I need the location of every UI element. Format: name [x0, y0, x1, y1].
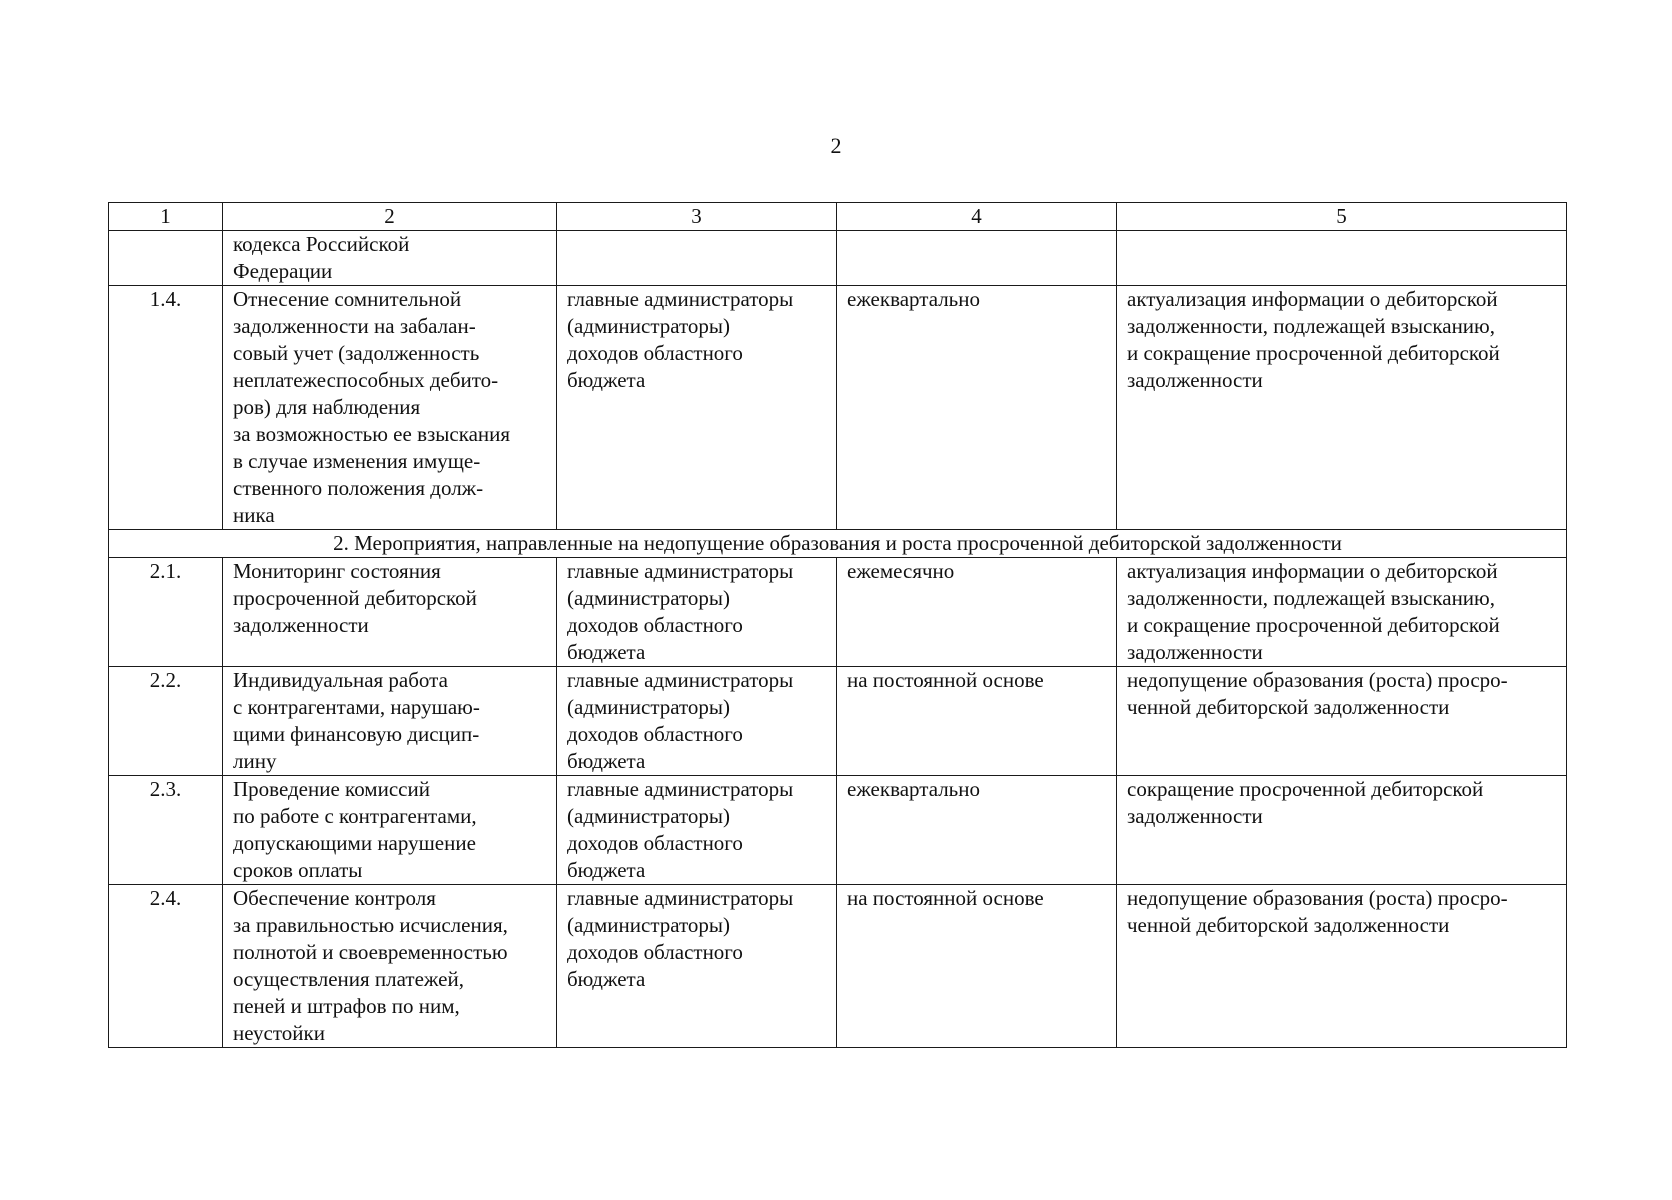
column-number: 1 [109, 203, 223, 231]
table-row [109, 231, 1567, 286]
measure-line: щими финансовую дисцип- [233, 722, 480, 746]
result-cell [1117, 286, 1567, 530]
result-cell [1117, 231, 1567, 286]
period-line: ежемесячно [847, 559, 955, 583]
table-row [109, 885, 1567, 1048]
responsible-line: главные администраторы [567, 668, 794, 692]
measure-line: по работе с контрагентами, [233, 804, 477, 828]
result-line: задолженности [1127, 804, 1263, 828]
responsible-cell [557, 231, 837, 286]
responsible-line: бюджета [567, 858, 646, 882]
result-line: задолженности, подлежащей взысканию, [1127, 586, 1495, 610]
period-cell [837, 286, 1117, 530]
result-line: и сокращение просроченной дебиторской [1127, 613, 1500, 637]
measure-line: ров) для наблюдения [233, 395, 421, 419]
responsible-line: (администраторы) [567, 586, 731, 610]
table-body [109, 203, 1567, 1048]
period-cell [837, 231, 1117, 286]
measure-line: Мониторинг состояния [233, 559, 441, 583]
measure-cell [223, 776, 557, 885]
page-number: 2 [830, 133, 842, 158]
measure-line: неплатежеспособных дебито- [233, 368, 499, 392]
measure-cell [223, 286, 557, 530]
responsible-line: главные администраторы [567, 559, 794, 583]
item-number: 2.3. [109, 776, 223, 885]
measure-cell [223, 667, 557, 776]
responsible-cell [557, 885, 837, 1048]
measure-line: ника [233, 503, 275, 527]
measure-line: осуществления платежей, [233, 967, 464, 991]
column-number: 3 [557, 203, 837, 231]
responsible-line: (администраторы) [567, 913, 731, 937]
responsible-line: главные администраторы [567, 287, 794, 311]
responsible-line: доходов областного [567, 613, 743, 637]
result-line: недопущение образования (роста) просро- [1127, 668, 1508, 692]
result-line: и сокращение просроченной дебиторской [1127, 341, 1500, 365]
period-cell [837, 667, 1117, 776]
result-line: ченной дебиторской задолженности [1127, 913, 1450, 937]
measure-line: ственного положения долж- [233, 476, 484, 500]
period-line: ежеквартально [847, 287, 980, 311]
item-number: 2.2. [109, 667, 223, 776]
responsible-line: (администраторы) [567, 314, 731, 338]
measure-line: Индивидуальная работа [233, 668, 448, 692]
item-number [109, 231, 223, 286]
measure-line: Обеспечение контроля [233, 886, 436, 910]
measure-line: полнотой и своевременностью [233, 940, 508, 964]
result-cell [1117, 667, 1567, 776]
item-number: 2.1. [109, 558, 223, 667]
result-line: сокращение просроченной дебиторской [1127, 777, 1484, 801]
period-line: на постоянной основе [847, 668, 1044, 692]
responsible-line: бюджета [567, 640, 646, 664]
column-number-row [109, 203, 1567, 231]
result-line: актуализация информации о дебиторской [1127, 559, 1498, 583]
result-line: задолженности [1127, 640, 1263, 664]
result-cell [1117, 558, 1567, 667]
table-row [109, 667, 1567, 776]
responsible-line: главные администраторы [567, 777, 794, 801]
measure-line: неустойки [233, 1021, 325, 1045]
measure-line: сроков оплаты [233, 858, 363, 882]
column-number: 4 [837, 203, 1117, 231]
table-row [109, 776, 1567, 885]
responsible-line: доходов областного [567, 722, 743, 746]
measure-line: за правильностью исчисления, [233, 913, 508, 937]
section-title: 2. Мероприятия, направленные на недопущение образования и роста просроченной дебиторской задолженности [109, 530, 1567, 558]
measure-line: с контрагентами, нарушаю- [233, 695, 480, 719]
measure-line: Федерации [233, 259, 333, 283]
measure-line: лину [233, 749, 277, 773]
measure-line: задолженности на забалан- [233, 314, 476, 338]
period-line: ежеквартально [847, 777, 980, 801]
item-number: 1.4. [109, 286, 223, 530]
responsible-line: бюджета [567, 967, 646, 991]
measure-line: за возможностью ее взыскания [233, 422, 511, 446]
responsible-line: доходов областного [567, 341, 743, 365]
responsible-line: бюджета [567, 749, 646, 773]
measure-cell [223, 558, 557, 667]
result-line: недопущение образования (роста) просро- [1127, 886, 1508, 910]
measure-line: задолженности [233, 613, 369, 637]
responsible-line: (администраторы) [567, 804, 731, 828]
responsible-cell [557, 286, 837, 530]
responsible-cell [557, 667, 837, 776]
measures-table [108, 202, 1567, 1048]
table-row [109, 558, 1567, 667]
result-line: актуализация информации о дебиторской [1127, 287, 1498, 311]
responsible-line: доходов областного [567, 940, 743, 964]
item-number: 2.4. [109, 885, 223, 1048]
column-number: 2 [223, 203, 557, 231]
responsible-line: бюджета [567, 368, 646, 392]
measure-line: Проведение комиссий [233, 777, 430, 801]
measure-cell [223, 885, 557, 1048]
result-line: ченной дебиторской задолженности [1127, 695, 1450, 719]
table-row [109, 286, 1567, 530]
measure-line: допускающими нарушение [233, 831, 476, 855]
measure-line: просроченной дебиторской [233, 586, 477, 610]
result-line: задолженности, подлежащей взысканию, [1127, 314, 1495, 338]
measure-line: Отнесение сомнительной [233, 287, 462, 311]
period-cell [837, 776, 1117, 885]
result-line: задолженности [1127, 368, 1263, 392]
measure-line: совый учет (задолженность [233, 341, 480, 365]
period-line: на постоянной основе [847, 886, 1044, 910]
responsible-cell [557, 776, 837, 885]
responsible-line: доходов областного [567, 831, 743, 855]
period-cell [837, 885, 1117, 1048]
period-cell [837, 558, 1117, 667]
result-cell [1117, 776, 1567, 885]
section-header-row [109, 530, 1567, 558]
responsible-line: главные администраторы [567, 886, 794, 910]
responsible-line: (администраторы) [567, 695, 731, 719]
result-cell [1117, 885, 1567, 1048]
measure-line: кодекса Российской [233, 232, 410, 256]
measure-line: в случае изменения имуще- [233, 449, 481, 473]
measure-cell [223, 231, 557, 286]
responsible-cell [557, 558, 837, 667]
column-number: 5 [1117, 203, 1567, 231]
measure-line: пеней и штрафов по ним, [233, 994, 460, 1018]
